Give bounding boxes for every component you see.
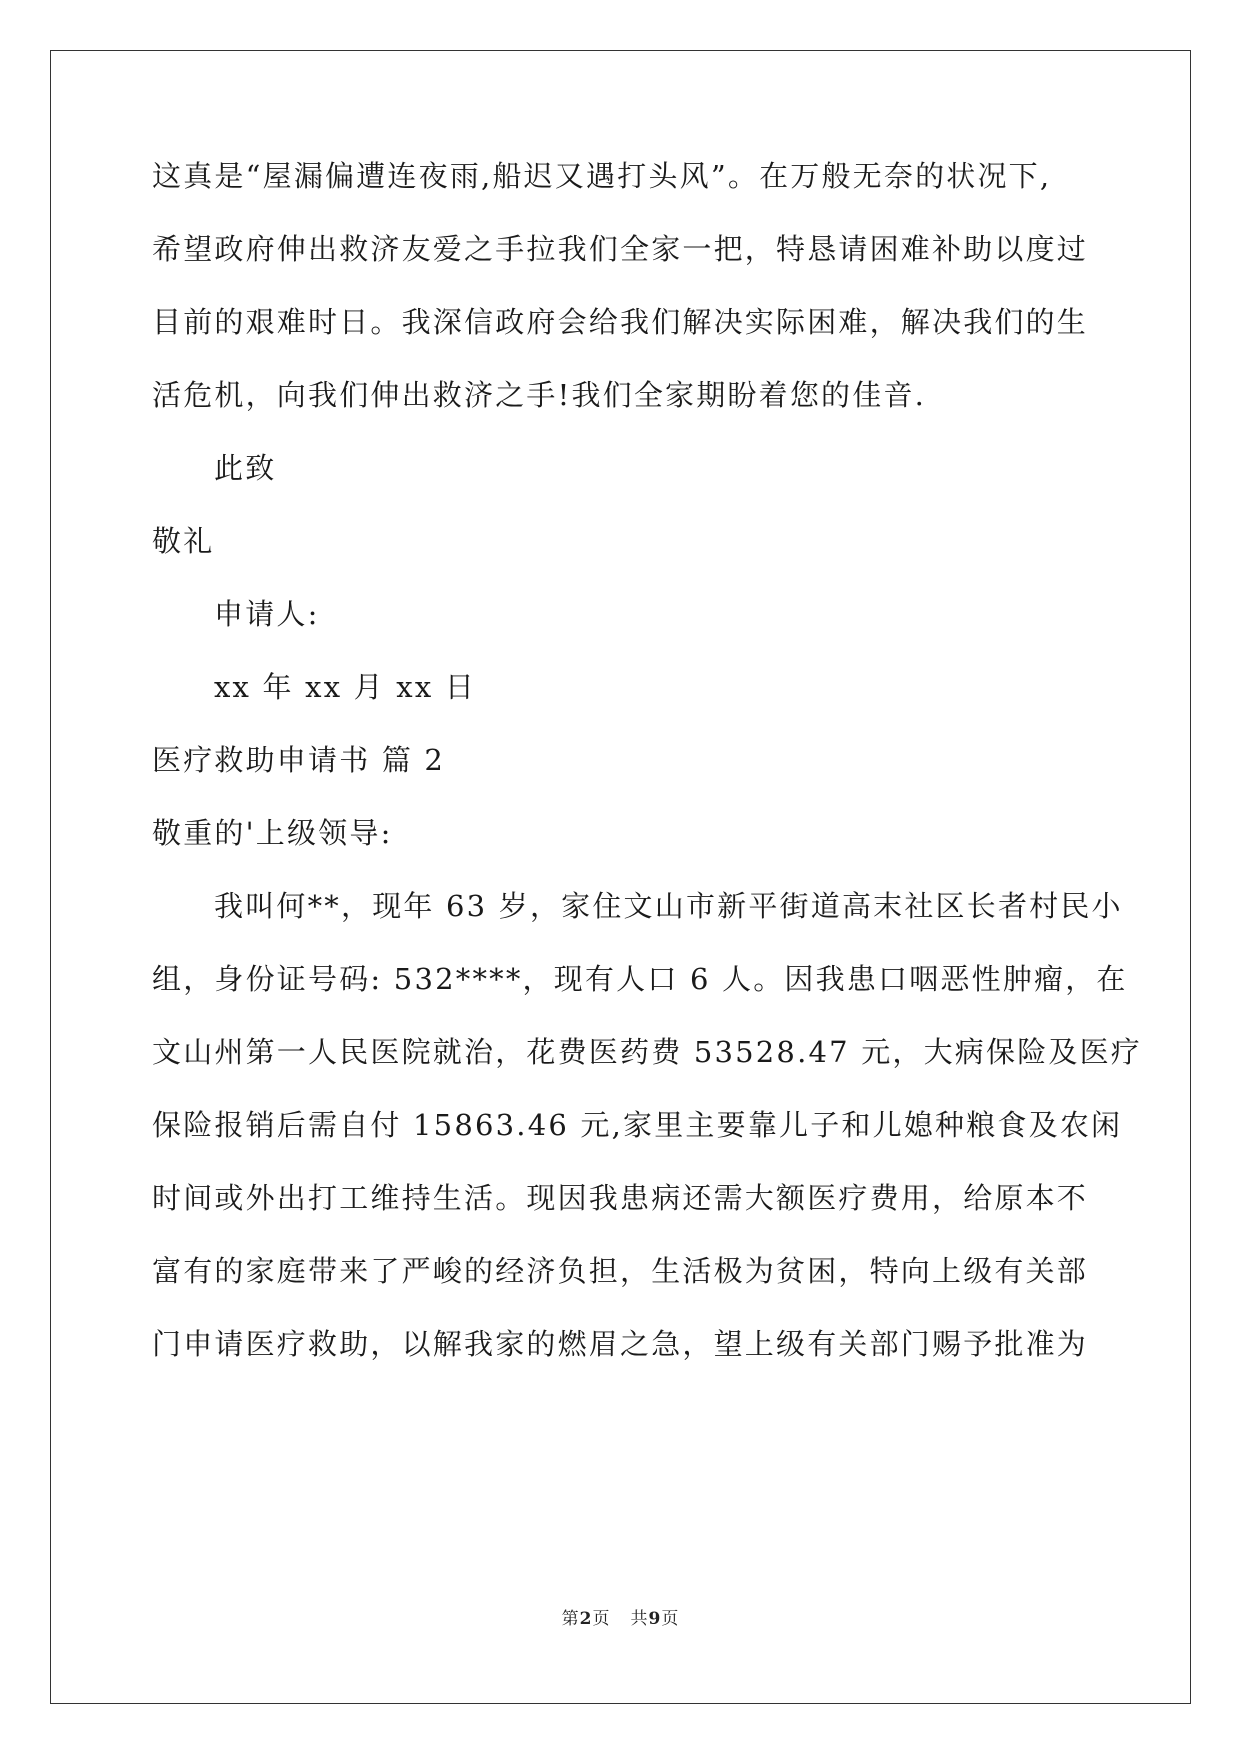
body-line-10: 富有的家庭带来了严峻的经济负担，生活极为贫困，特向上级有关部	[152, 1254, 1089, 1288]
greeting-line: 敬重的'上级领导:	[152, 816, 393, 850]
closing-regards: 敬礼	[152, 524, 215, 558]
body-line-7: 文山州第一人民医院就治，花费医药费 53528.47 元，大病保险及医疗	[152, 1035, 1143, 1069]
body-line-2: 希望政府伸出救济友爱之手拉我们全家一把，特恳请困难补助以度过	[152, 232, 1089, 266]
applicant-label: 申请人:	[214, 597, 320, 631]
body-line-9: 时间或外出打工维持生活。现因我患病还需大额医疗费用，给原本不	[152, 1181, 1089, 1215]
body-line-4: 活危机，向我们伸出救济之手!我们全家期盼着您的佳音.	[152, 378, 927, 412]
body-line-1: 这真是“屋漏偏遭连夜雨,船迟又遇打头风”。在万般无奈的状况下,	[152, 159, 1052, 193]
body-line-3: 目前的艰难时日。我深信政府会给我们解决实际困难，解决我们的生	[152, 305, 1089, 339]
page-footer	[0, 1604, 1241, 1629]
footer-page-mid: 页	[592, 1609, 611, 1629]
section-title: 医疗救助申请书 篇 2	[152, 743, 446, 777]
footer-page-total: 9	[648, 1609, 662, 1629]
body-line-6: 组，身份证号码: 532****，现有人口 6 人。因我患口咽恶性肿瘤，在	[152, 962, 1128, 996]
date-line: xx 年 xx 月 xx 日	[214, 670, 477, 704]
body-line-5: 我叫何**，现年 63 岁，家住文山市新平街道高末社区长者村民小	[214, 889, 1123, 923]
body-line-8: 保险报销后需自付 15863.46 元,家里主要靠儿子和儿媳种粮食及农闲	[152, 1108, 1123, 1142]
body-line-11: 门申请医疗救助，以解我家的燃眉之急，望上级有关部门赐予批准为	[152, 1327, 1089, 1361]
closing-salutation: 此致	[214, 451, 277, 485]
footer-total-prefix: 共	[630, 1609, 649, 1629]
footer-page-current: 2	[579, 1609, 593, 1629]
footer-page-prefix: 第	[561, 1609, 580, 1629]
footer-total-suffix: 页	[661, 1609, 680, 1629]
page-border	[50, 50, 1191, 1704]
